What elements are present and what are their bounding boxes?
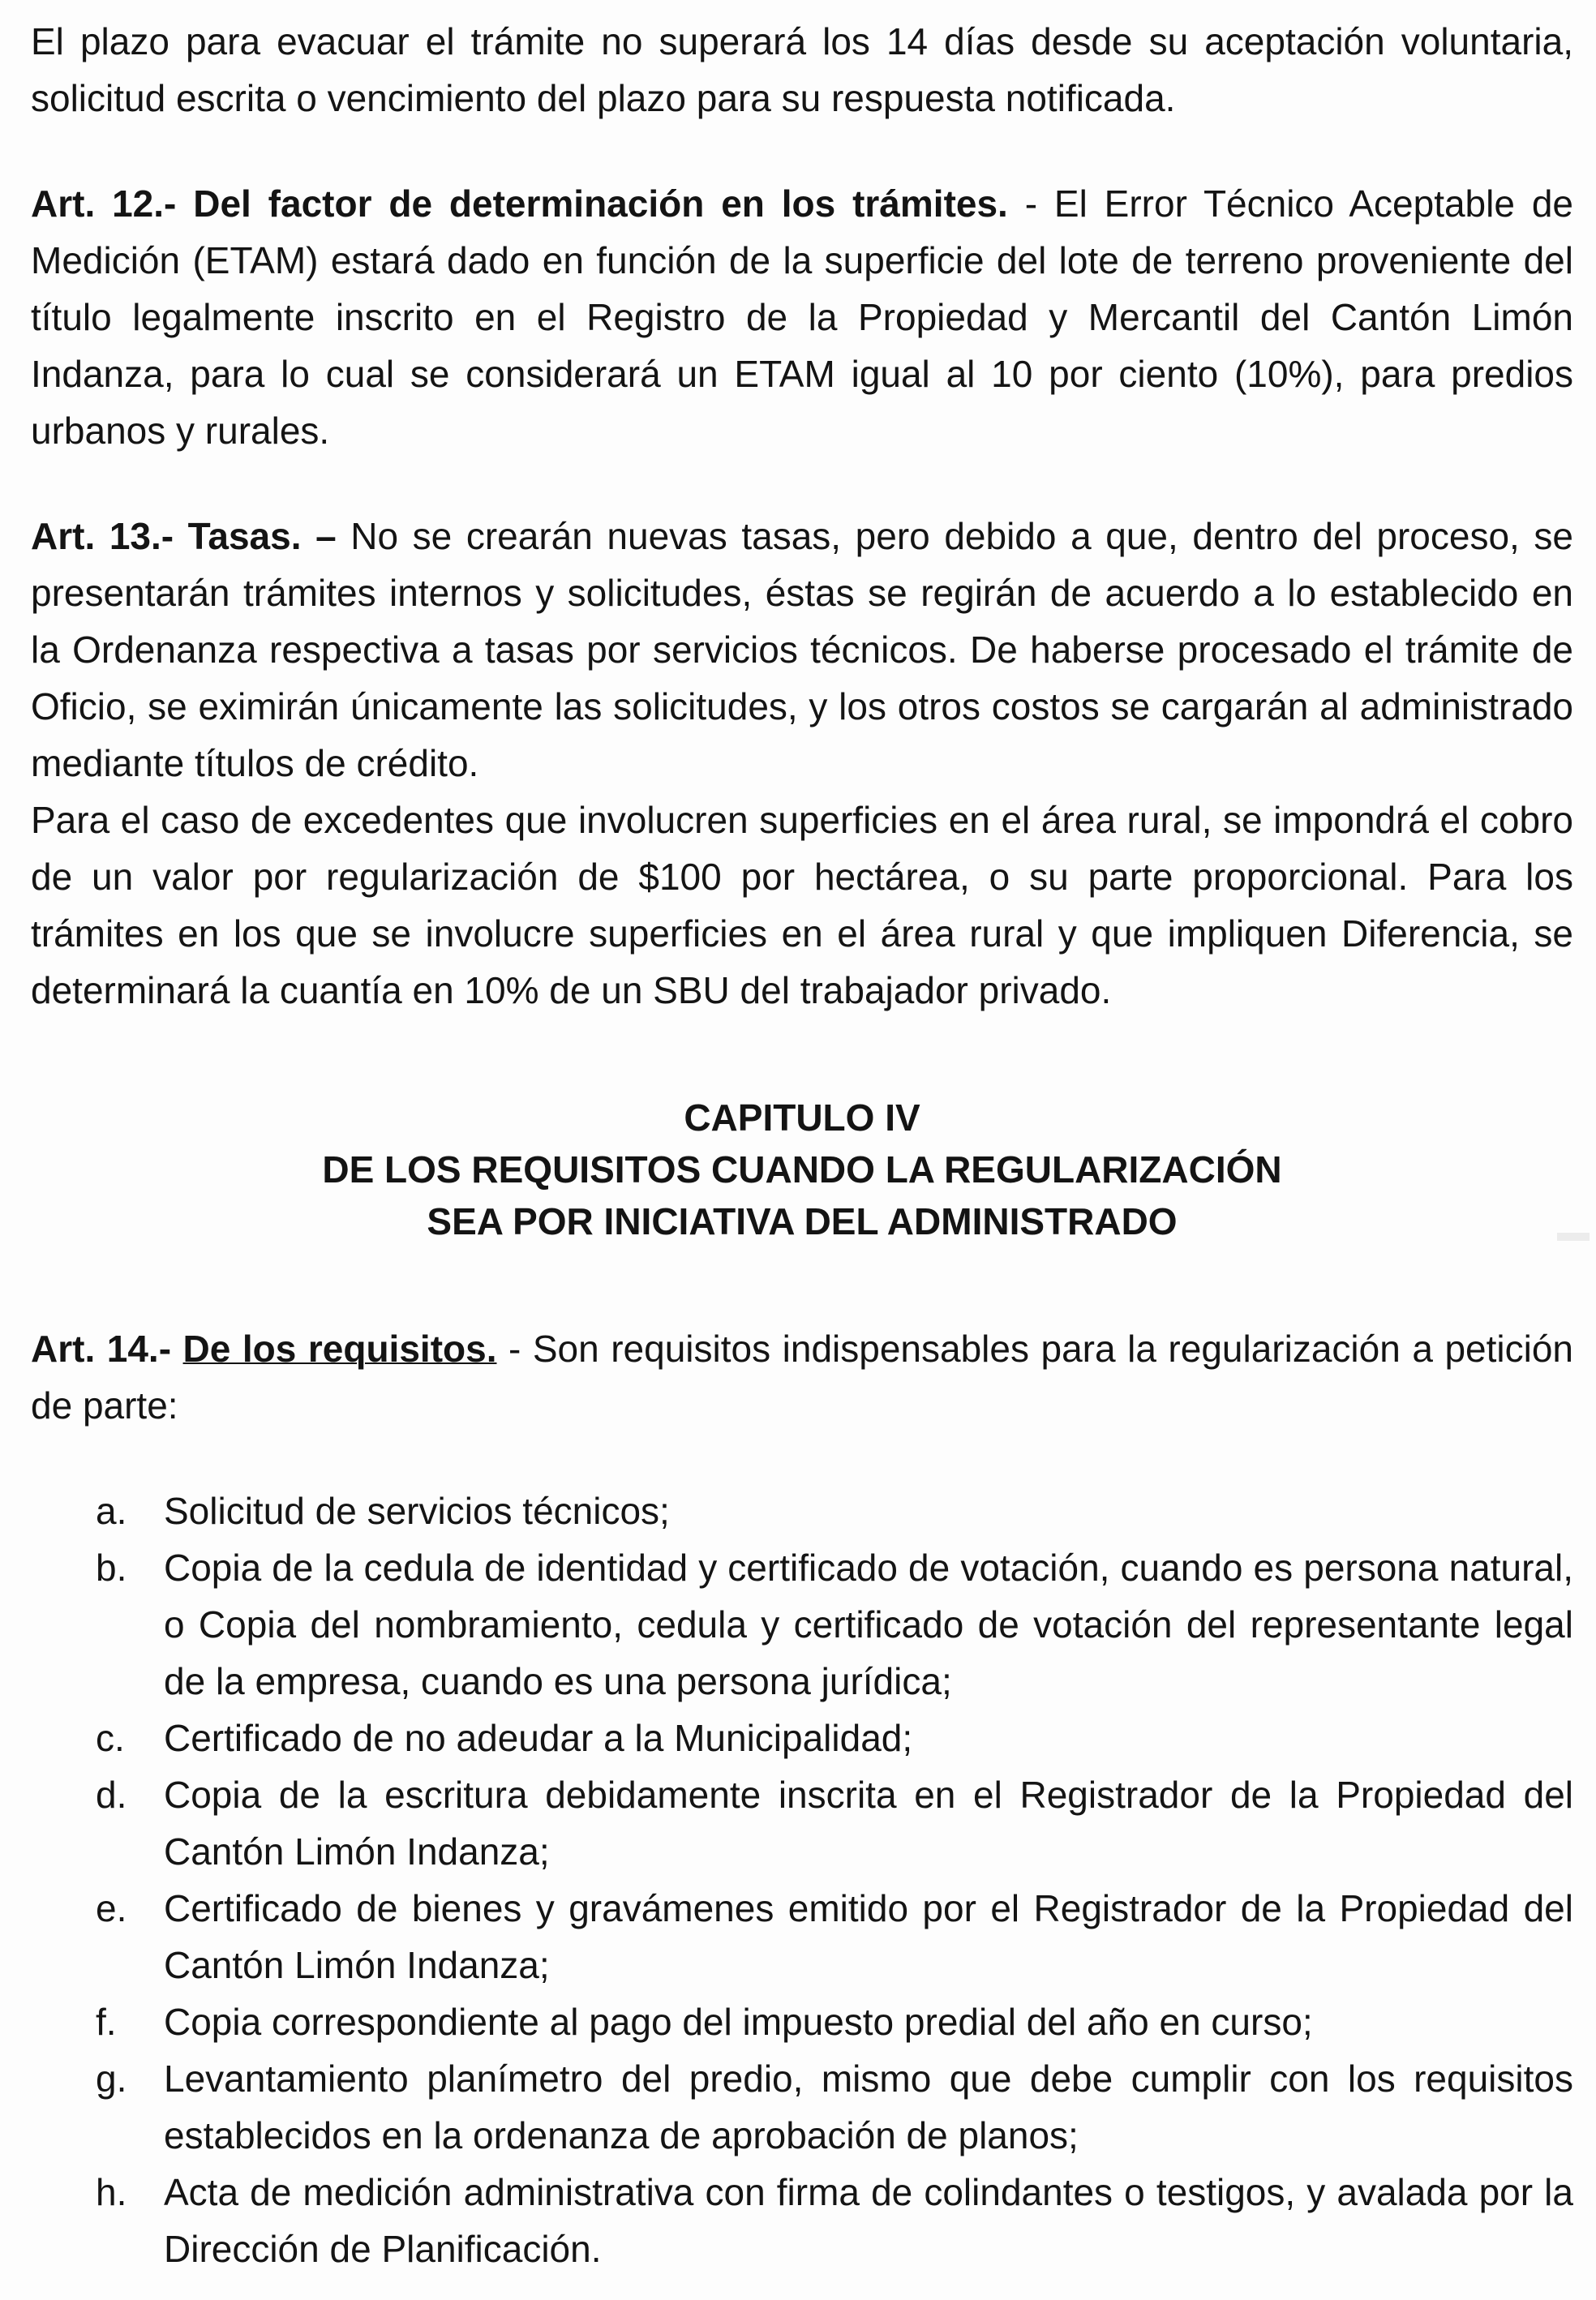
list-item-text: Copia de la cedula de identidad y certificado de votación, cuando es persona natural, o Copia del nombramiento, cedula y certificado de votación del representante legal de la empresa, cuando es una persona jurídica; [164, 1547, 1573, 1702]
list-item-text: Certificado de no adeudar a la Municipalidad; [164, 1717, 913, 1759]
list-marker: f. [96, 2001, 117, 2043]
list-marker: b. [96, 1547, 127, 1589]
article-12-heading: Art. 12.- Del factor de determinación en los trámites. [31, 182, 1008, 225]
list-item [31, 2050, 1573, 2164]
chapter-number: CAPITULO IV [684, 1096, 920, 1139]
list-marker: h. [96, 2171, 127, 2213]
list-item [31, 1766, 1573, 1880]
chapter-title-line-2: SEA POR INICIATIVA DEL ADMINISTRADO [427, 1200, 1178, 1242]
list-item-text: Copia correspondiente al pago del impuesto predial del año en curso; [164, 2001, 1313, 2043]
list-marker: d. [96, 1774, 127, 1816]
list-marker: g. [96, 2058, 127, 2100]
chapter-heading [31, 1092, 1573, 1247]
list-item-text: Levantamiento planímetro del predio, mismo que debe cumplir con los requisitos establecidos en la ordenanza de aprobación de planos; [164, 2058, 1573, 2156]
list-item-text: Copia de la escritura debidamente inscrita en el Registrador de la Propiedad del Cantón Limón Indanza; [164, 1774, 1573, 1873]
list-item [31, 1539, 1573, 1710]
article-14-body: - Son requisitos indispensables para la regularización a petición de parte: [31, 1328, 1573, 1427]
list-marker: e. [96, 1887, 127, 1929]
list-item-text: Acta de medición administrativa con firma de colindantes o testigos, y avalada por la Dirección de Planificación. [164, 2171, 1573, 2270]
document-body [31, 13, 1573, 2277]
list-item [31, 2164, 1573, 2277]
article-13-dash: – [301, 515, 337, 557]
article-13 [31, 508, 1573, 792]
list-marker: c. [96, 1717, 125, 1759]
list-item [31, 1993, 1573, 2050]
list-item [31, 1710, 1573, 1766]
requirements-list [31, 1483, 1573, 2277]
article-12-body: - El Error Técnico Aceptable de Medición (ETAM) estará dado en función de la superficie del lote de terreno proveniente del título legalmente inscrito en el Registro de la Propiedad y Mercantil del Cantón Limón Indanza, para lo cual se considerará un ETAM igual al 10 por ciento (10%), para predios urbanos y rurales. [31, 182, 1573, 452]
list-item [31, 1880, 1573, 1993]
article-13-paragraph-2: Para el caso de excedentes que involucren superficies en el área rural, se impondrá el cobro de un valor por regularización de $100 por hectárea, o su parte proporcional. Para los trámites en los que se involucre superficies en el área rural y que impliquen Diferencia, se determinará la cuantía en 10% de un SBU del trabajador privado. [31, 799, 1573, 1011]
article-13-heading: Art. 13.- Tasas. [31, 515, 302, 557]
article-13-body: No se crearán nuevas tasas, pero debido a que, dentro del proceso, se presentarán trámites internos y solicitudes, éstas se regirán de acuerdo a lo establecido en la Ordenanza respectiva a tasas por servicios técnicos. De haberse procesado el trámite de Oficio, se eximirán únicamente las solicitudes, y los otros costos se cargarán al administrado mediante títulos de crédito. [31, 515, 1573, 784]
chapter-title-line-1: DE LOS REQUISITOS CUANDO LA REGULARIZACIÓN [322, 1148, 1282, 1191]
article-14-heading-number: Art. 14.- [31, 1328, 183, 1370]
article-14-heading-title: De los requisitos. [182, 1328, 497, 1370]
list-item-text: Solicitud de servicios técnicos; [164, 1490, 670, 1532]
intro-paragraph: El plazo para evacuar el trámite no superará los 14 días desde su aceptación voluntaria, solicitud escrita o vencimiento del plazo para su respuesta notificada. [31, 20, 1573, 119]
list-item-text: Certificado de bienes y gravámenes emitido por el Registrador de la Propiedad del Cantón Limón Indanza; [164, 1887, 1573, 1986]
article-14 [31, 1320, 1573, 1434]
article-12 [31, 175, 1573, 459]
list-marker: a. [96, 1490, 127, 1532]
list-item [31, 1483, 1573, 1539]
